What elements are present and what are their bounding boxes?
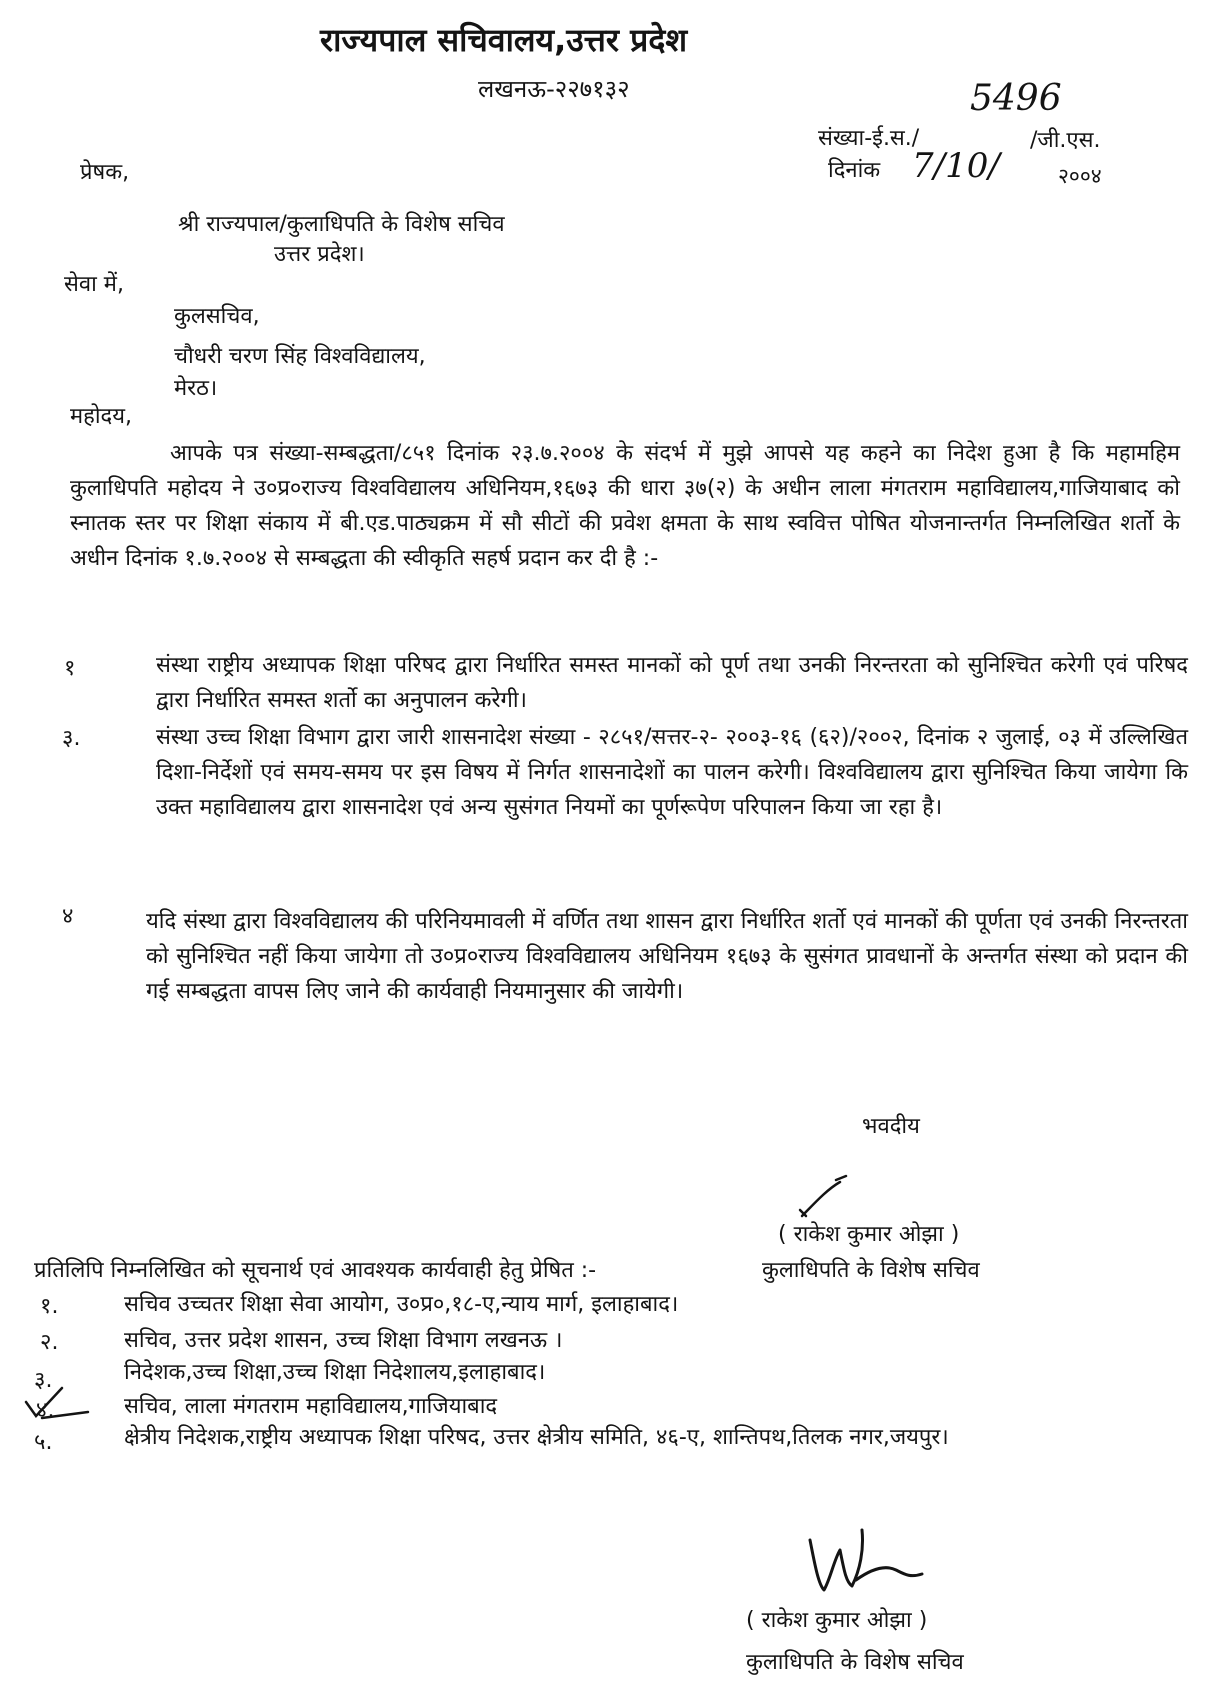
copy-item: क्षेत्रीय निदेशक,राष्ट्रीय अध्यापक शिक्षा परिषद, उत्तर क्षेत्रीय समिति, ४६-ए, शान्तिपथ,तिलक नगर,जयपुर। bbox=[124, 1425, 949, 1450]
sender-line-1: श्री राज्यपाल/कुलाधिपति के विशेष सचिव bbox=[178, 212, 505, 237]
salutation: महोदय, bbox=[70, 404, 132, 429]
condition-text: संस्था राष्ट्रीय अध्यापक शिक्षा परिषद द्वारा निर्धारित समस्त मानकों को पूर्ण तथा उनकी निरन्तरता को सुनिश्चित करेगी एवं परिषद द्वारा निर्धारित समस्त शर्तो का अनुपालन करेगी। bbox=[156, 653, 1188, 713]
reference-suffix: /जी.एस. bbox=[1030, 128, 1101, 153]
condition-text: यदि संस्था द्वारा विश्वविद्यालय की परिनियमावली में वर्णित तथा शासन द्वारा निर्धारित शर्तो एवं मानकों की पूर्णता एवं उनकी निरन्तरता को सुनिश्चित नहीं किया जायेगा तो उ०प्र०राज्य विश्वविद्यालय अधिनियम १६७३ के सुसंगत प्रावधानों के अन्तर्गत संस्था को प्रदान की गई सम्बद्धता वापस लिए जाने की कार्यवाही नियमानुसार की जायेगी। bbox=[146, 909, 1188, 1004]
handwritten-date: 7/10/ bbox=[912, 146, 1000, 186]
copy-item: सचिव, लाला मंगतराम महाविद्यालय,गाजियाबाद bbox=[124, 1394, 498, 1419]
date-year: २००४ bbox=[1058, 164, 1102, 188]
signature-tick-mark bbox=[796, 1172, 876, 1222]
date-label: दिनांक bbox=[828, 158, 881, 183]
condition-number: ३. bbox=[62, 726, 81, 751]
condition-text: संस्था उच्च शिक्षा विभाग द्वारा जारी शासनादेश संख्या - २८५१/सत्तर-२- २००३-१६ (६२)/२००२, दिनांक २ जुलाई, ०३ में उल्लिखित दिशा-निर्देशों एवं समय-समय पर इस विषय में निर्गत शासनादेशों का पालन करेगी। विश्वविद्यालय द्वारा सुनिश्चित किया जायेगा कि उक्त महाविद्यालय द्वारा शासनादेश एवं अन्य सुसंगत नियमों का पूर्णरूपेण परिपालन किया जा रहा है। bbox=[156, 725, 1188, 820]
signatory-designation: कुलाधिपति के विशेष सचिव bbox=[746, 1650, 964, 1675]
sender-label: प्रेषक, bbox=[80, 160, 130, 185]
handwritten-dispatch-number: 5496 bbox=[970, 78, 1062, 119]
copy-item: निदेशक,उच्च शिक्षा,उच्च शिक्षा निदेशालय,इलाहाबाद। bbox=[124, 1360, 546, 1385]
copy-to-intro: प्रतिलिपि निम्नलिखित को सूचनार्थ एवं आवश्यक कार्यवाही हेतु प्रेषित :- bbox=[34, 1258, 597, 1283]
recipient-line-3: मेरठ। bbox=[174, 376, 218, 401]
sender-line-2: उत्तर प्रदेश। bbox=[274, 242, 365, 267]
copy-item-number: ४. bbox=[36, 1398, 55, 1423]
office-city: लखनऊ-२२७१३२ bbox=[478, 75, 630, 103]
recipient-line-1: कुलसचिव, bbox=[174, 304, 260, 329]
signatory-designation: कुलाधिपति के विशेष सचिव bbox=[762, 1258, 980, 1283]
signatory-name: ( राकेश कुमार ओझा ) bbox=[778, 1222, 960, 1247]
letter-body: आपके पत्र संख्या-सम्बद्धता/८५१ दिनांक २३.७.२००४ के संदर्भ में मुझे आपसे यह कहने का निदेश हुआ है कि महामहिम कुलाधिपति महोदय ने उ०प्र०राज्य विश्वविद्यालय अधिनियम,१६७३ की धारा ३७(२) के अधीन लाला मंगतराम महाविद्यालय,गाजियाबाद को स्नातक स्तर पर शिक्षा संकाय में बी.एड.पाठ्यक्रम में सौ सीटों की प्रवेश क्षमता के साथ स्ववित्त पोषित योजनान्तर्गत निम्नलिखित शर्तो के अधीन दिनांक १.७.२००४ से सम्बद्धता की स्वीकृति सहर्ष प्रदान कर दी है :- bbox=[70, 441, 1180, 571]
condition-number: ४ bbox=[62, 904, 74, 929]
copy-item-number: २. bbox=[40, 1330, 59, 1355]
copy-item-number: १. bbox=[40, 1294, 59, 1319]
copy-item: सचिव, उत्तर प्रदेश शासन, उच्च शिक्षा विभाग लखनऊ । bbox=[124, 1328, 563, 1353]
recipient-line-2: चौधरी चरण सिंह विश्वविद्यालय, bbox=[174, 344, 426, 369]
recipient-label: सेवा में, bbox=[64, 272, 124, 297]
handwritten-signature bbox=[800, 1520, 930, 1600]
reference-number: संख्या-ई.स./ bbox=[818, 126, 920, 151]
closing: भवदीय bbox=[862, 1114, 920, 1139]
handwritten-tick-icon bbox=[22, 1382, 92, 1422]
copy-item-number: ५. bbox=[34, 1430, 53, 1455]
signatory-name: ( राकेश कुमार ओझा ) bbox=[746, 1608, 928, 1633]
condition-number: १ bbox=[64, 656, 76, 681]
copy-item: सचिव उच्चतर शिक्षा सेवा आयोग, उ०प्र०,१८-ए,न्याय मार्ग, इलाहाबाद। bbox=[124, 1292, 679, 1317]
office-title: राज्यपाल सचिवालय,उत्तर प्रदेश bbox=[320, 21, 688, 59]
copy-item-number: ३. bbox=[34, 1368, 53, 1393]
